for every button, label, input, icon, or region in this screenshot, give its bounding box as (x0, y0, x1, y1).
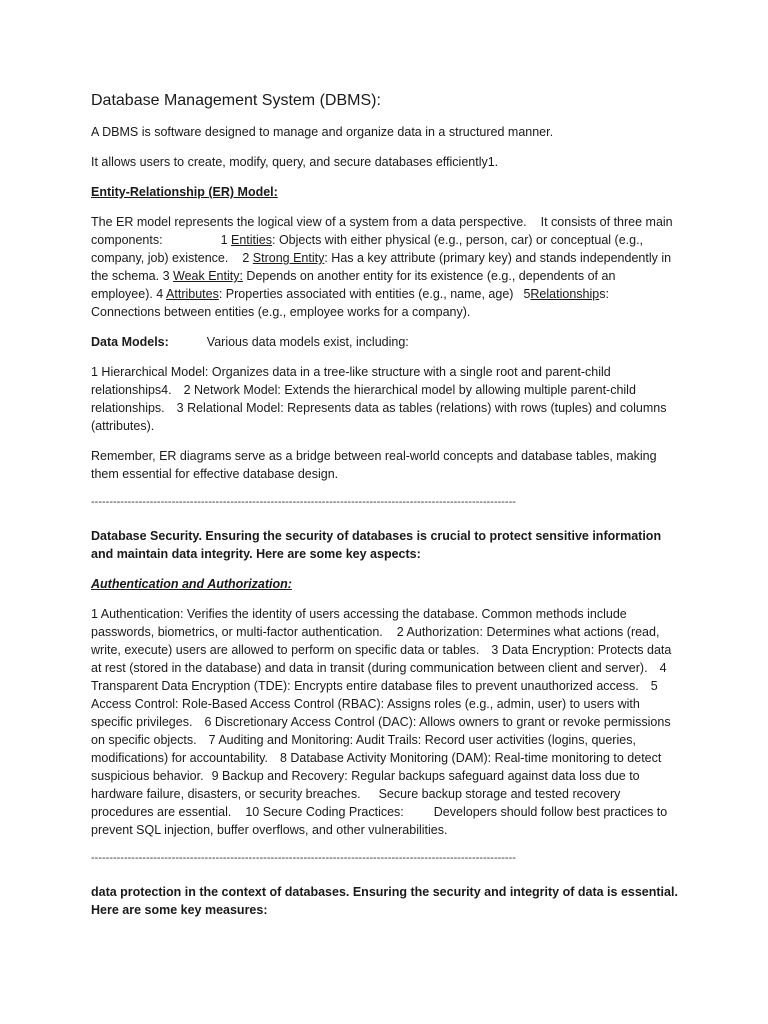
er-model-heading: Entity-Relationship (ER) Model: (91, 185, 278, 199)
security-item: Developers should follow best practices to prevent SQL injection, buffer overflows, and other vulnerabilities. (91, 805, 668, 837)
security-item: 4 Transparent Data Encryption (TDE): Encrypts entire database files to prevent unauthorized access. (91, 661, 667, 693)
security-item: 6 Discretionary Access Control (DAC): Allows owners to grant or revoke permissions on specific objects. (91, 715, 671, 747)
security-item: 9 Backup and Recovery: Regular backups safeguard against data loss due to hardware failure, disasters, or security breaches. (91, 769, 640, 801)
security-item: 3 Data Encryption: Protects data at rest (stored in the database) and data in transit (during communication between client and server). (91, 643, 672, 675)
data-models-intro: Various data models exist, including: (206, 335, 409, 349)
er-item-number: 5 (523, 287, 531, 301)
intro-paragraph-2: It allows users to create, modify, query, and secure databases efficiently1. (91, 155, 499, 169)
er-term-weak-entity: Weak Entity: (173, 269, 243, 283)
security-item: 10 Secure Coding Practices: (245, 805, 404, 819)
security-item: 2 Authorization: Determines what actions (read, write, execute) users are allowed to perform on specific data or tables. (91, 625, 660, 657)
model-item: 3 Relational Model: Represents data as tables (relations) with rows (tuples) and columns (attributes). (91, 401, 667, 433)
intro-paragraph-1: A DBMS is software designed to manage and organize data in a structured manner. (91, 125, 554, 139)
er-text: It consists of three main components: (91, 215, 673, 247)
remember-paragraph: Remember, ER diagrams serve as a bridge between real-world concepts and database tables, making them essential for effective database design. (91, 449, 657, 481)
model-item: 2 Network Model: Extends the hierarchical model by allowing multiple parent-child relationships. (91, 383, 636, 415)
auth-heading: Authentication and Authorization: (91, 577, 292, 591)
er-item-number: 2 (242, 251, 253, 265)
protection-intro: data protection in the context of databases. Ensuring the security and integrity of data is essential. Here are some key measures: (91, 885, 678, 917)
document-title: Database Management System (DBMS): (91, 92, 381, 109)
er-term-attributes: Attributes (166, 287, 219, 301)
security-item: 5 Access Control: Role-Based Access Control (RBAC): Assigns roles (e.g., admin, user) to users with specific privileges. (91, 679, 658, 729)
er-term-strong-entity: Strong Entity (252, 251, 325, 265)
security-paragraph (91, 605, 680, 839)
er-text: : Properties associated with entities (e.g., name, age) (218, 287, 514, 301)
er-text: The ER model represents the logical view of a system from a data perspective. (91, 215, 527, 229)
security-intro: Database Security. Ensuring the security of databases is crucial to protect sensitive information and maintain data integrity. Here are some key aspects: (91, 529, 662, 561)
er-term-entities: Entities (231, 233, 273, 247)
data-models-paragraph (91, 363, 680, 435)
security-item: Secure backup storage and tested recovery procedures are essential. (91, 787, 621, 819)
er-text: s (599, 287, 606, 301)
security-item: 1 Authentication: Verifies the identity of users accessing the database. Common methods include passwords, biometrics, or multi-factor authentication. (91, 607, 627, 639)
er-text: : Has a key attribute (primary key) and stands independently in the schema. 3 (91, 251, 672, 283)
er-text: : Connections between entities (e.g., employee works for a company). (91, 287, 609, 319)
er-term-relationships: Relationship (530, 287, 600, 301)
security-item: 8 Database Activity Monitoring (DAM): Real-time monitoring to detect suspicious behavior. (91, 751, 662, 783)
er-text: : Objects with either physical (e.g., person, car) or conceptual (e.g., company, job) existence. (91, 233, 644, 265)
separator-line: -------------------------------------------------------------------------------------------------------------------- (91, 852, 516, 864)
er-item-number: 1 (220, 233, 232, 247)
er-text: Depends on another entity for its existence (e.g., dependents of an employee). 4 (91, 269, 616, 301)
er-model-paragraph (91, 213, 680, 321)
data-models-line (91, 333, 680, 351)
data-models-heading: Data Models: (91, 335, 169, 349)
separator-line: -------------------------------------------------------------------------------------------------------------------- (91, 496, 516, 508)
model-item: 1 Hierarchical Model: Organizes data in a tree-like structure with a single root and parent-child relationships4. (91, 365, 611, 397)
security-item: 7 Auditing and Monitoring: Audit Trails: Record user activities (logins, queries, modifications) for accountability. (91, 733, 636, 765)
